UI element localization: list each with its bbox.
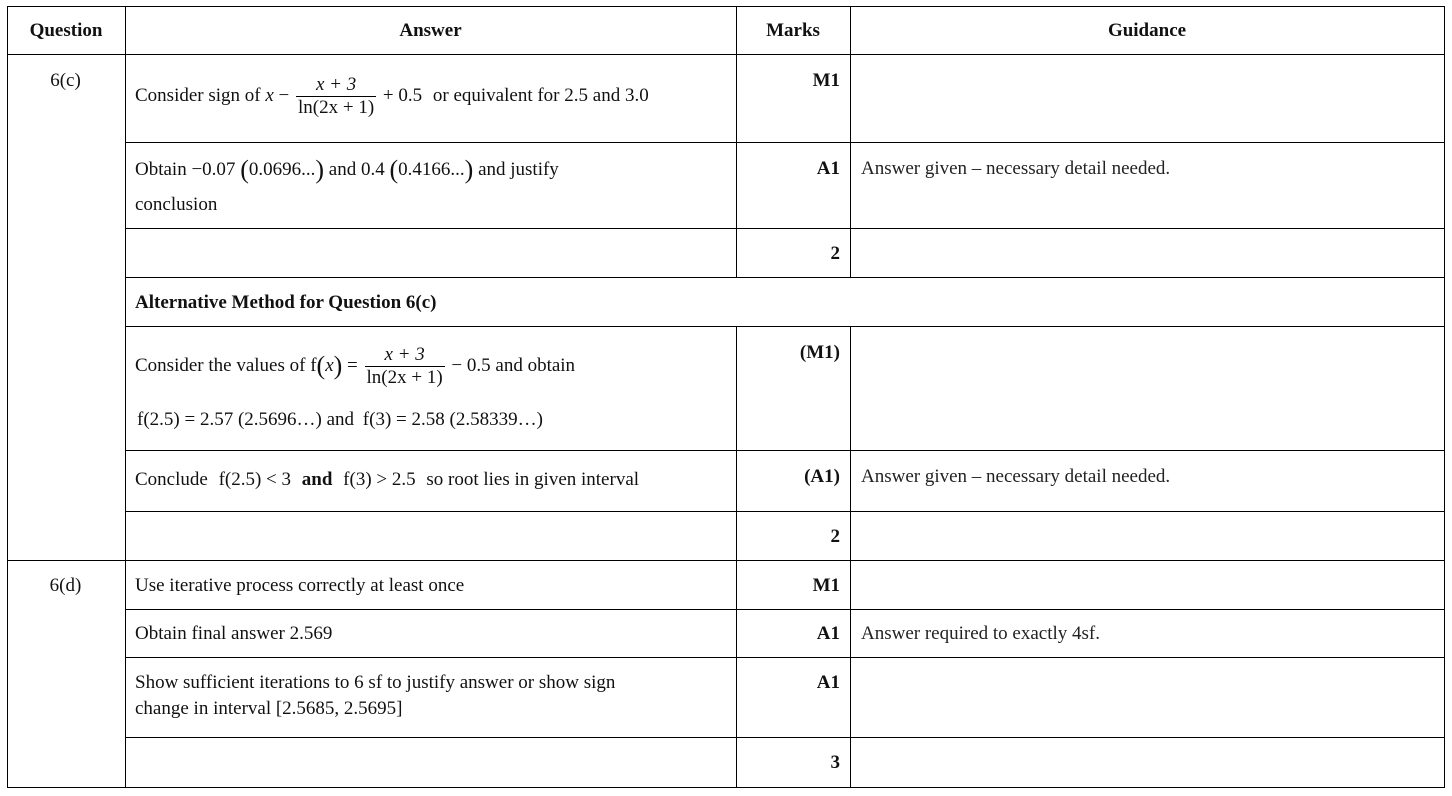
- rule: [125, 6, 126, 788]
- answer-6d-final: Obtain final answer 2.569: [135, 623, 333, 644]
- header-answer: Answer: [399, 20, 462, 41]
- total-6c: 2: [830, 243, 840, 264]
- rule: [736, 6, 737, 278]
- paren: ): [315, 155, 325, 184]
- rule: [1444, 6, 1445, 788]
- answer-6c-alt-values: [135, 344, 575, 389]
- guidance-6d-a1: Answer required to exactly 4sf.: [861, 623, 1101, 644]
- mark-scheme-table: [7, 6, 1445, 788]
- fraction-numerator: x + 3: [296, 74, 376, 97]
- answer-text: Conclude: [135, 469, 208, 490]
- answer-6c-alt-results: [137, 407, 543, 433]
- rule: [850, 6, 851, 278]
- answer-value: 0.0696...: [248, 159, 316, 180]
- total-6c-alt: 2: [830, 526, 840, 547]
- alternative-method-heading: Alternative Method for Question 6(c): [135, 292, 437, 313]
- rule: [125, 657, 1445, 658]
- math-and: and: [301, 469, 333, 490]
- fraction-denominator: ln(2x + 1): [298, 97, 375, 118]
- math-var: x: [325, 354, 334, 376]
- answer-text: and justify: [478, 159, 559, 180]
- rule: [125, 228, 1445, 229]
- question-number-6c: 6(c): [50, 70, 81, 91]
- rule: [125, 277, 1445, 278]
- mark-6c-alt-a1: (A1): [804, 466, 840, 487]
- guidance-6c-alt-a1: Answer given – necessary detail needed.: [861, 466, 1171, 487]
- answer-text: Obtain −0.07: [135, 159, 236, 180]
- mark-6c-a1: A1: [816, 158, 840, 179]
- math-var: x: [265, 84, 274, 106]
- answer-6c-values: [135, 157, 559, 183]
- rule: [125, 326, 1445, 327]
- question-number-6d: 6(d): [49, 575, 82, 596]
- paren: (: [240, 155, 249, 184]
- answer-value: f(2.5) = 2.57 (2.5696…) and: [137, 409, 355, 430]
- answer-text: Consider sign of: [135, 84, 261, 106]
- rule: [125, 511, 1445, 512]
- math-tail: − 0.5 and obtain: [451, 354, 576, 376]
- paren: ): [464, 155, 474, 184]
- answer-text: or equivalent for 2.5 and 3.0: [432, 84, 649, 106]
- answer-6c-conclusion: conclusion: [135, 194, 218, 215]
- guidance-6c-a1: Answer given – necessary detail needed.: [861, 158, 1171, 179]
- rule: [7, 6, 8, 788]
- fraction: [365, 344, 445, 389]
- math-condition: f(2.5) < 3: [218, 469, 292, 490]
- mark-6d-a1-iterations: A1: [816, 672, 840, 693]
- rule: [7, 6, 1445, 7]
- paren: (: [389, 155, 399, 184]
- header-marks: Marks: [766, 20, 820, 41]
- math-tail: + 0.5: [382, 84, 423, 106]
- header-question: Question: [29, 20, 103, 41]
- rule: [125, 609, 1445, 610]
- rule: [850, 326, 851, 788]
- header-guidance: Guidance: [1107, 20, 1187, 41]
- total-6d: 3: [830, 752, 840, 773]
- rule: [7, 560, 1445, 561]
- answer-6c-alt-conclusion: [135, 467, 639, 493]
- answer-6d-iterations-line1: Show sufficient iterations to 6 sf to justify answer or show sign: [135, 672, 616, 693]
- rule: [125, 142, 1445, 143]
- answer-text: Consider the values of: [135, 354, 306, 376]
- answer-6d-iterate: Use iterative process correctly at least once: [135, 575, 465, 596]
- mark-6d-a1-final: A1: [816, 623, 840, 644]
- mark-6c-m1: M1: [812, 70, 840, 91]
- math-func: f: [310, 354, 317, 376]
- rule: [125, 450, 1445, 451]
- fraction-numerator: x + 3: [365, 344, 445, 367]
- answer-text: and 0.4: [328, 159, 385, 180]
- paren: (: [316, 350, 326, 380]
- answer-6c-sign-check: [135, 74, 649, 119]
- fraction: [296, 74, 376, 119]
- mark-6d-m1: M1: [812, 575, 840, 596]
- rule: [7, 787, 1445, 788]
- answer-value: 0.4166...: [398, 159, 465, 180]
- rule: [7, 54, 1445, 55]
- answer-value: f(3) = 2.58 (2.58339…): [362, 409, 543, 430]
- fraction-denominator: ln(2x + 1): [366, 367, 443, 388]
- rule: [736, 326, 737, 788]
- math-condition: f(3) > 2.5: [343, 469, 416, 490]
- math-op: −: [278, 84, 290, 106]
- answer-6d-iterations-line2: change in interval [2.5685, 2.5695]: [135, 698, 403, 719]
- paren: ): [333, 350, 343, 380]
- mark-6c-alt-m1: (M1): [799, 342, 840, 363]
- rule: [125, 737, 1445, 738]
- answer-text: so root lies in given interval: [426, 469, 640, 490]
- math-op: =: [347, 354, 358, 376]
